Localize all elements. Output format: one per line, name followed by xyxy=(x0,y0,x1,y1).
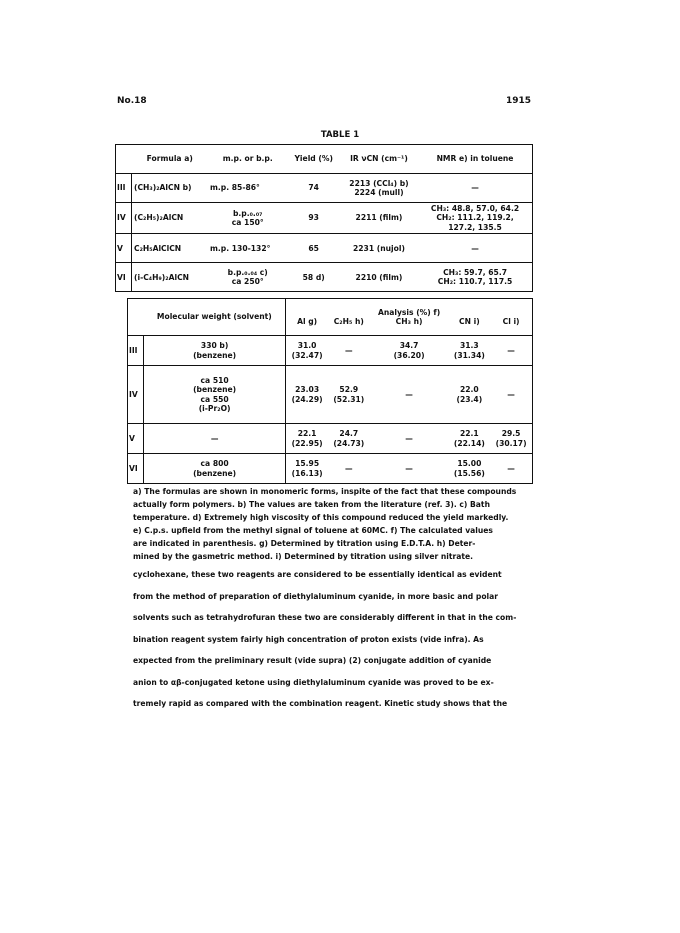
ir-value: 2213 (CCl₄) b) xyxy=(349,178,409,188)
cn-cell: 22.0 (23.4) xyxy=(456,385,483,404)
nmr-ch2: CH₂: 110.7, 117.5 xyxy=(437,277,513,287)
ir-cell: 2210 (film) xyxy=(355,272,403,282)
mp-cell: m.p. 85-86° xyxy=(209,183,260,193)
table-footnotes xyxy=(133,485,538,563)
nmr-ch3: CH₃: 59.7, 65.7 xyxy=(443,267,507,277)
compound-number: III xyxy=(128,336,144,366)
cn-cell: 31.3 (31.34) xyxy=(453,341,485,360)
body-paragraph xyxy=(133,568,541,719)
nmr-ch3: CH₃: 48.8, 57.0, 64.2 xyxy=(430,204,520,213)
bp-value: b.p.₀.₀₇ xyxy=(232,208,263,218)
table-row xyxy=(128,336,533,366)
cl-cell: 29.5 (30.17) xyxy=(495,429,527,448)
body-line: solvents such as tetrahydrofuran these two are considerably different in that in the com- xyxy=(133,613,517,622)
compound-number: III xyxy=(116,174,132,203)
cl-cell: — xyxy=(507,389,515,399)
header-cn: CN i) xyxy=(449,299,491,336)
ch3-cell: — xyxy=(405,463,413,473)
table-row xyxy=(116,203,533,234)
body-line: bination reagent system fairly high concentration of proton exists (vide infra). As xyxy=(133,634,484,644)
nmr-cell: — xyxy=(471,183,479,193)
table-1-analysis xyxy=(127,298,533,484)
mw-cell: — xyxy=(144,424,286,454)
header-c2h5: C₂H₅ h) xyxy=(328,299,370,336)
table-row xyxy=(128,366,533,424)
bp-temp: ca 250° xyxy=(231,277,264,287)
compound-number: VI xyxy=(116,263,132,292)
table-title: TABLE 1 xyxy=(320,130,360,140)
compound-number: IV xyxy=(116,203,132,234)
al-cell: 31.0 (32.47) xyxy=(291,341,323,360)
mw-cell: ca 510 (benzene) ca 550 (i-Pr₂O) xyxy=(144,366,286,424)
nmr-ch2: CH₂: 111.2, 119.2, xyxy=(436,213,514,223)
table-row xyxy=(128,424,533,454)
c2h5-cell: 52.9 (52.31) xyxy=(333,385,365,404)
mw-cell: 330 b) (benzene) xyxy=(144,336,286,366)
formula-cell: C₂H₅AlClCN xyxy=(134,243,182,253)
nmr-cell xyxy=(418,203,532,234)
table-row xyxy=(116,174,533,203)
nmr-ch2-cont: 127.2, 135.5 xyxy=(448,222,502,232)
ir-cell: 2231 (nujol) xyxy=(352,243,405,253)
body-line: tremely rapid as compared with the combination reagent. Kinetic study shows that the xyxy=(133,699,508,708)
yield-cell: 93 xyxy=(308,213,319,223)
al-cell: 22.1 (22.95) xyxy=(291,429,323,448)
bp-temp: ca 150° xyxy=(231,218,264,228)
header-ch3: Analysis (%) f) CH₃ h) xyxy=(370,299,449,336)
mp-cell xyxy=(208,263,287,292)
formula-cell: (i-C₄H₉)₂AlCN xyxy=(134,272,190,282)
al-cell: 15.95 (16.13) xyxy=(291,459,323,478)
ir-value-2: 2224 (mull) xyxy=(354,188,404,197)
header-nmr: NMR e) in toluene xyxy=(418,145,532,174)
header-yield: Yield (%) xyxy=(287,145,339,174)
yield-cell: 74 xyxy=(308,183,319,193)
table-1-properties xyxy=(115,144,533,292)
footnote-line: mined by the gasmetric method. i) Determined by titration using silver nitrate. xyxy=(133,552,474,561)
header-mp: m.p. or b.p. xyxy=(208,145,287,174)
header-cl: Cl i) xyxy=(490,299,532,336)
c2h5-cell: 24.7 (24.73) xyxy=(333,429,365,448)
nmr-cell: — xyxy=(471,243,479,253)
header-al: Al g) xyxy=(286,299,328,336)
table-row xyxy=(116,263,533,292)
page-header-journal-number: No.18 xyxy=(117,96,147,106)
ir-cell xyxy=(340,174,418,203)
body-line: anion to αβ-conjugated ketone using diethylaluminum cyanide was proved to be ex- xyxy=(133,677,494,687)
header-analysis: Analysis (%) f) xyxy=(377,307,441,317)
nmr-cell xyxy=(418,263,532,292)
c2h5-cell: — xyxy=(345,345,353,355)
header-num xyxy=(116,145,132,174)
compound-number: V xyxy=(116,234,132,263)
ch3-cell: — xyxy=(405,389,413,399)
header-ir: IR νCN (cm⁻¹) xyxy=(340,145,418,174)
table-row xyxy=(128,454,533,484)
page-number: 1915 xyxy=(506,96,532,106)
ch3-cell: — xyxy=(405,433,413,443)
footnote-line: actually form polymers. b) The values are taken from the literature (ref. 3). c) Bath xyxy=(133,500,490,509)
cl-cell: — xyxy=(507,463,515,473)
body-line: expected from the preliminary result (vide supra) (2) conjugate addition of cyanide xyxy=(133,656,492,665)
bp-value: b.p.₀.₀₄ c) xyxy=(227,267,268,277)
ch3-cell: 34.7 (36.20) xyxy=(393,341,425,360)
header-formula: Formula a) xyxy=(132,145,208,174)
compound-number: IV xyxy=(128,366,144,424)
footnote-line: a) The formulas are shown in monomeric forms, inspite of the fact that these compounds xyxy=(133,487,517,496)
ir-cell: 2211 (film) xyxy=(355,213,403,223)
cn-cell: 15.00 (15.56) xyxy=(453,459,485,478)
footnote-line: temperature. d) Extremely high viscosity of this compound reduced the yield markedly. xyxy=(133,513,509,522)
mp-cell: m.p. 130-132° xyxy=(209,243,271,253)
header-num xyxy=(128,299,144,336)
cn-cell: 22.1 (22.14) xyxy=(453,429,485,448)
yield-cell: 58 d) xyxy=(302,272,325,282)
compound-number: V xyxy=(128,424,144,454)
mp-cell xyxy=(208,203,287,234)
formula-cell: (C₂H₅)₂AlCN xyxy=(134,213,184,223)
cl-cell: — xyxy=(507,345,515,355)
mw-cell: ca 800 (benzene) xyxy=(144,454,286,484)
footnote-line: are indicated in parenthesis. g) Determined by titration using E.D.T.A. h) Deter- xyxy=(133,539,476,548)
body-line: from the method of preparation of diethylaluminum cyanide, in more basic and polar xyxy=(133,591,499,601)
c2h5-cell: — xyxy=(345,463,353,473)
body-line: cyclohexane, these two reagents are considered to be essentially identical as evident xyxy=(133,570,502,579)
table-row xyxy=(116,234,533,263)
footnote-line: e) C.p.s. upfield from the methyl signal of toluene at 60MC. f) The calculated values xyxy=(133,526,493,535)
yield-cell: 65 xyxy=(308,243,319,253)
formula-cell: (CH₃)₂AlCN b) xyxy=(134,183,192,193)
compound-number: VI xyxy=(128,454,144,484)
header-molecular-weight: Molecular weight (solvent) xyxy=(144,299,286,336)
al-cell: 23.03 (24.29) xyxy=(291,385,323,404)
